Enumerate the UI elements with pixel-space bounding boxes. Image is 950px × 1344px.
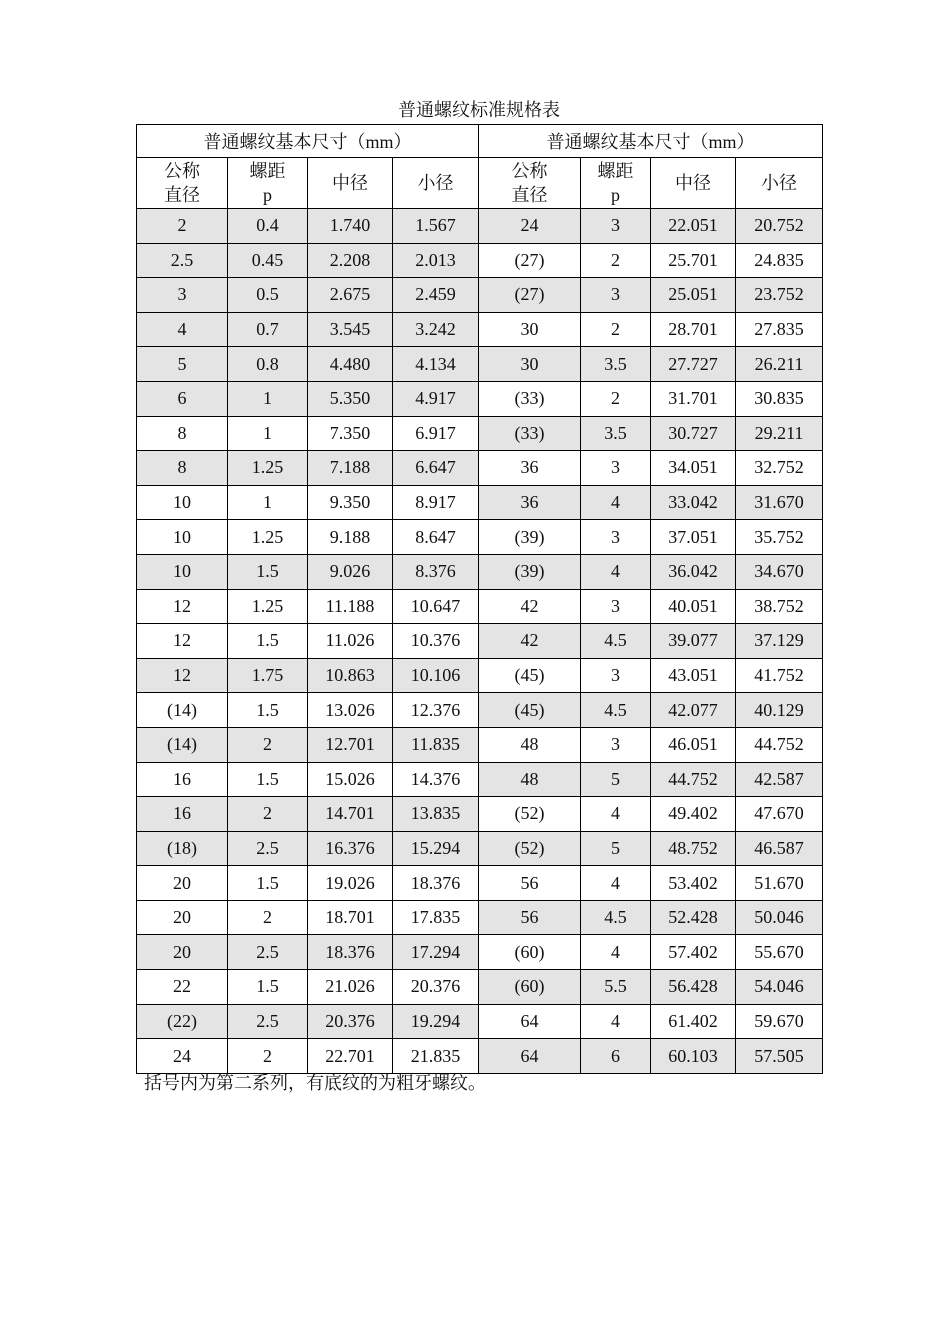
cell-pitch-diameter-left: 5.350	[308, 381, 393, 416]
cell-minor-diameter-right: 27.835	[736, 312, 823, 347]
cell-pitch-diameter-left: 13.026	[308, 693, 393, 728]
cell-minor-diameter-right: 20.752	[736, 209, 823, 244]
cell-minor-diameter-right: 41.752	[736, 658, 823, 693]
col-nominal-diameter-left: 公称 直径	[137, 158, 228, 209]
cell-nominal-diameter-right: 56	[479, 900, 581, 935]
cell-minor-diameter-left: 11.835	[393, 727, 479, 762]
cell-pitch-left: 0.45	[228, 243, 308, 278]
cell-minor-diameter-right: 29.211	[736, 416, 823, 451]
cell-nominal-diameter-right: (27)	[479, 243, 581, 278]
table-row	[137, 243, 823, 278]
cell-pitch-diameter-right: 56.428	[651, 970, 736, 1005]
cell-minor-diameter-right: 32.752	[736, 451, 823, 486]
cell-pitch-right: 3	[581, 278, 651, 313]
cell-minor-diameter-right: 44.752	[736, 727, 823, 762]
cell-nominal-diameter-right: 30	[479, 347, 581, 382]
cell-minor-diameter-right: 46.587	[736, 831, 823, 866]
cell-nominal-diameter-right: (45)	[479, 658, 581, 693]
cell-minor-diameter-right: 59.670	[736, 1004, 823, 1039]
cell-pitch-right: 2	[581, 381, 651, 416]
cell-pitch-left: 2	[228, 797, 308, 832]
cell-pitch-right: 3	[581, 589, 651, 624]
cell-nominal-diameter-left: 22	[137, 970, 228, 1005]
cell-nominal-diameter-right: (52)	[479, 797, 581, 832]
cell-minor-diameter-right: 34.670	[736, 554, 823, 589]
cell-pitch-diameter-left: 1.740	[308, 209, 393, 244]
cell-pitch-diameter-right: 25.051	[651, 278, 736, 313]
cell-nominal-diameter-left: 20	[137, 900, 228, 935]
cell-minor-diameter-left: 1.567	[393, 209, 479, 244]
cell-pitch-diameter-left: 7.188	[308, 451, 393, 486]
cell-nominal-diameter-right: 64	[479, 1004, 581, 1039]
cell-pitch-diameter-left: 9.350	[308, 485, 393, 520]
cell-pitch-diameter-left: 14.701	[308, 797, 393, 832]
table-body	[137, 209, 823, 1074]
cell-minor-diameter-left: 17.294	[393, 935, 479, 970]
cell-pitch-diameter-left: 22.701	[308, 1039, 393, 1074]
cell-pitch-diameter-right: 61.402	[651, 1004, 736, 1039]
cell-pitch-left: 2	[228, 1039, 308, 1074]
cell-minor-diameter-left: 18.376	[393, 866, 479, 901]
cell-nominal-diameter-left: 8	[137, 416, 228, 451]
cell-pitch-diameter-right: 53.402	[651, 866, 736, 901]
cell-pitch-right: 5.5	[581, 970, 651, 1005]
footnote: 括号内为第二系列，有底纹的为粗牙螺纹。	[144, 1073, 486, 1094]
cell-minor-diameter-left: 15.294	[393, 831, 479, 866]
cell-minor-diameter-left: 6.647	[393, 451, 479, 486]
cell-minor-diameter-right: 55.670	[736, 935, 823, 970]
cell-pitch-diameter-right: 60.103	[651, 1039, 736, 1074]
cell-pitch-diameter-right: 39.077	[651, 624, 736, 659]
cell-nominal-diameter-right: 42	[479, 589, 581, 624]
cell-pitch-diameter-left: 19.026	[308, 866, 393, 901]
cell-pitch-diameter-right: 40.051	[651, 589, 736, 624]
cell-pitch-right: 4	[581, 935, 651, 970]
table-row	[137, 278, 823, 313]
cell-pitch-left: 1.25	[228, 520, 308, 555]
cell-pitch-diameter-left: 3.545	[308, 312, 393, 347]
cell-pitch-left: 2	[228, 900, 308, 935]
cell-pitch-right: 3	[581, 658, 651, 693]
group-header-right: 普通螺纹基本尺寸（mm）	[479, 125, 823, 158]
group-header-left: 普通螺纹基本尺寸（mm）	[137, 125, 479, 158]
cell-nominal-diameter-left: 16	[137, 762, 228, 797]
col-nominal-diameter-right: 公称 直径	[479, 158, 581, 209]
cell-pitch-diameter-left: 12.701	[308, 727, 393, 762]
table-row	[137, 451, 823, 486]
cell-nominal-diameter-left: 10	[137, 554, 228, 589]
cell-pitch-diameter-right: 44.752	[651, 762, 736, 797]
cell-minor-diameter-right: 50.046	[736, 900, 823, 935]
cell-nominal-diameter-left: 10	[137, 485, 228, 520]
cell-minor-diameter-right: 42.587	[736, 762, 823, 797]
cell-pitch-diameter-right: 22.051	[651, 209, 736, 244]
table-row	[137, 554, 823, 589]
cell-pitch-right: 3	[581, 727, 651, 762]
cell-nominal-diameter-right: (60)	[479, 935, 581, 970]
cell-nominal-diameter-right: 56	[479, 866, 581, 901]
cell-pitch-diameter-left: 2.208	[308, 243, 393, 278]
cell-nominal-diameter-right: 42	[479, 624, 581, 659]
col-minor-diameter-right: 小径	[736, 158, 823, 209]
cell-nominal-diameter-right: 48	[479, 762, 581, 797]
cell-pitch-diameter-right: 30.727	[651, 416, 736, 451]
cell-pitch-right: 4.5	[581, 900, 651, 935]
cell-pitch-diameter-right: 31.701	[651, 381, 736, 416]
cell-pitch-right: 3	[581, 451, 651, 486]
cell-nominal-diameter-left: 12	[137, 624, 228, 659]
cell-pitch-diameter-right: 57.402	[651, 935, 736, 970]
cell-nominal-diameter-right: 30	[479, 312, 581, 347]
cell-pitch-right: 4	[581, 554, 651, 589]
cell-pitch-right: 3.5	[581, 347, 651, 382]
col-pitch-right: 螺距 p	[581, 158, 651, 209]
cell-minor-diameter-left: 19.294	[393, 1004, 479, 1039]
col-pitch-diameter-left: 中径	[308, 158, 393, 209]
cell-nominal-diameter-right: 24	[479, 209, 581, 244]
table-row	[137, 935, 823, 970]
col-pitch-left: 螺距 p	[228, 158, 308, 209]
cell-minor-diameter-right: 23.752	[736, 278, 823, 313]
cell-nominal-diameter-left: (14)	[137, 693, 228, 728]
cell-pitch-left: 0.4	[228, 209, 308, 244]
cell-minor-diameter-left: 2.459	[393, 278, 479, 313]
cell-minor-diameter-left: 17.835	[393, 900, 479, 935]
thread-spec-table	[136, 124, 823, 1074]
cell-pitch-diameter-right: 52.428	[651, 900, 736, 935]
group-header-row	[137, 125, 823, 158]
cell-pitch-diameter-right: 48.752	[651, 831, 736, 866]
table-row	[137, 1004, 823, 1039]
cell-nominal-diameter-left: 20	[137, 866, 228, 901]
cell-pitch-diameter-right: 46.051	[651, 727, 736, 762]
cell-nominal-diameter-right: (39)	[479, 520, 581, 555]
cell-pitch-diameter-left: 18.376	[308, 935, 393, 970]
cell-minor-diameter-left: 13.835	[393, 797, 479, 832]
cell-minor-diameter-right: 30.835	[736, 381, 823, 416]
cell-minor-diameter-right: 51.670	[736, 866, 823, 901]
table-row	[137, 1039, 823, 1074]
cell-pitch-left: 0.8	[228, 347, 308, 382]
cell-minor-diameter-right: 57.505	[736, 1039, 823, 1074]
cell-pitch-left: 2	[228, 727, 308, 762]
table-row	[137, 624, 823, 659]
table-row	[137, 347, 823, 382]
table-row	[137, 727, 823, 762]
cell-minor-diameter-left: 8.647	[393, 520, 479, 555]
table-row	[137, 831, 823, 866]
cell-pitch-right: 4	[581, 1004, 651, 1039]
cell-pitch-left: 1	[228, 416, 308, 451]
cell-pitch-left: 1.5	[228, 970, 308, 1005]
cell-nominal-diameter-left: 20	[137, 935, 228, 970]
table-row	[137, 485, 823, 520]
cell-minor-diameter-right: 54.046	[736, 970, 823, 1005]
cell-minor-diameter-left: 8.376	[393, 554, 479, 589]
cell-pitch-right: 4	[581, 866, 651, 901]
cell-minor-diameter-left: 8.917	[393, 485, 479, 520]
cell-nominal-diameter-left: (18)	[137, 831, 228, 866]
cell-nominal-diameter-right: (60)	[479, 970, 581, 1005]
cell-pitch-right: 4.5	[581, 693, 651, 728]
cell-nominal-diameter-left: 4	[137, 312, 228, 347]
cell-nominal-diameter-right: (27)	[479, 278, 581, 313]
cell-pitch-right: 3	[581, 209, 651, 244]
cell-minor-diameter-left: 20.376	[393, 970, 479, 1005]
cell-nominal-diameter-left: 10	[137, 520, 228, 555]
cell-pitch-diameter-left: 10.863	[308, 658, 393, 693]
cell-pitch-left: 1.5	[228, 762, 308, 797]
cell-pitch-diameter-right: 27.727	[651, 347, 736, 382]
cell-minor-diameter-left: 10.106	[393, 658, 479, 693]
cell-pitch-diameter-left: 18.701	[308, 900, 393, 935]
col-pitch-diameter-right: 中径	[651, 158, 736, 209]
cell-pitch-left: 1.75	[228, 658, 308, 693]
cell-minor-diameter-left: 4.134	[393, 347, 479, 382]
cell-nominal-diameter-left: (14)	[137, 727, 228, 762]
cell-pitch-left: 2.5	[228, 1004, 308, 1039]
table-row	[137, 866, 823, 901]
cell-nominal-diameter-right: 64	[479, 1039, 581, 1074]
column-header-row	[137, 158, 823, 209]
cell-pitch-left: 1.5	[228, 693, 308, 728]
cell-pitch-diameter-left: 11.188	[308, 589, 393, 624]
cell-pitch-right: 2	[581, 243, 651, 278]
cell-nominal-diameter-right: 36	[479, 451, 581, 486]
cell-pitch-diameter-left: 9.026	[308, 554, 393, 589]
cell-nominal-diameter-right: (52)	[479, 831, 581, 866]
cell-pitch-diameter-left: 16.376	[308, 831, 393, 866]
cell-pitch-right: 5	[581, 831, 651, 866]
cell-pitch-right: 3.5	[581, 416, 651, 451]
table-row	[137, 970, 823, 1005]
col-minor-diameter-left: 小径	[393, 158, 479, 209]
cell-minor-diameter-left: 10.376	[393, 624, 479, 659]
cell-minor-diameter-right: 24.835	[736, 243, 823, 278]
cell-minor-diameter-left: 14.376	[393, 762, 479, 797]
cell-minor-diameter-right: 35.752	[736, 520, 823, 555]
cell-nominal-diameter-right: 48	[479, 727, 581, 762]
cell-minor-diameter-left: 2.013	[393, 243, 479, 278]
cell-nominal-diameter-right: (33)	[479, 416, 581, 451]
cell-pitch-left: 2.5	[228, 935, 308, 970]
cell-pitch-right: 4	[581, 797, 651, 832]
cell-nominal-diameter-left: 2	[137, 209, 228, 244]
page-title: 普通螺纹标准规格表	[398, 100, 560, 121]
cell-pitch-diameter-left: 21.026	[308, 970, 393, 1005]
cell-pitch-diameter-right: 33.042	[651, 485, 736, 520]
cell-minor-diameter-right: 47.670	[736, 797, 823, 832]
cell-pitch-diameter-right: 43.051	[651, 658, 736, 693]
cell-nominal-diameter-right: (39)	[479, 554, 581, 589]
cell-minor-diameter-left: 21.835	[393, 1039, 479, 1074]
table-row	[137, 520, 823, 555]
cell-pitch-right: 6	[581, 1039, 651, 1074]
cell-nominal-diameter-left: 5	[137, 347, 228, 382]
table-row	[137, 797, 823, 832]
cell-minor-diameter-right: 40.129	[736, 693, 823, 728]
cell-nominal-diameter-left: (22)	[137, 1004, 228, 1039]
cell-pitch-left: 1.25	[228, 589, 308, 624]
cell-nominal-diameter-right: (45)	[479, 693, 581, 728]
table-row	[137, 589, 823, 624]
table-row	[137, 381, 823, 416]
cell-pitch-left: 2.5	[228, 831, 308, 866]
cell-minor-diameter-left: 3.242	[393, 312, 479, 347]
cell-pitch-diameter-left: 20.376	[308, 1004, 393, 1039]
cell-pitch-left: 1.5	[228, 554, 308, 589]
cell-nominal-diameter-left: 24	[137, 1039, 228, 1074]
cell-pitch-diameter-left: 9.188	[308, 520, 393, 555]
cell-pitch-diameter-left: 2.675	[308, 278, 393, 313]
cell-pitch-left: 1	[228, 485, 308, 520]
cell-nominal-diameter-left: 2.5	[137, 243, 228, 278]
cell-pitch-right: 3	[581, 520, 651, 555]
cell-pitch-right: 4	[581, 485, 651, 520]
cell-minor-diameter-left: 10.647	[393, 589, 479, 624]
cell-minor-diameter-left: 4.917	[393, 381, 479, 416]
table-row	[137, 762, 823, 797]
table-row	[137, 312, 823, 347]
cell-pitch-diameter-right: 37.051	[651, 520, 736, 555]
cell-pitch-diameter-left: 15.026	[308, 762, 393, 797]
cell-pitch-diameter-right: 28.701	[651, 312, 736, 347]
table-row	[137, 416, 823, 451]
cell-nominal-diameter-right: (33)	[479, 381, 581, 416]
cell-pitch-diameter-right: 42.077	[651, 693, 736, 728]
cell-pitch-diameter-right: 36.042	[651, 554, 736, 589]
cell-minor-diameter-right: 26.211	[736, 347, 823, 382]
table-row	[137, 693, 823, 728]
cell-nominal-diameter-left: 16	[137, 797, 228, 832]
cell-nominal-diameter-left: 8	[137, 451, 228, 486]
cell-pitch-right: 4.5	[581, 624, 651, 659]
cell-pitch-right: 2	[581, 312, 651, 347]
cell-nominal-diameter-left: 12	[137, 658, 228, 693]
cell-minor-diameter-left: 6.917	[393, 416, 479, 451]
cell-pitch-diameter-left: 4.480	[308, 347, 393, 382]
cell-pitch-diameter-left: 11.026	[308, 624, 393, 659]
cell-pitch-left: 1.25	[228, 451, 308, 486]
cell-pitch-diameter-right: 34.051	[651, 451, 736, 486]
cell-pitch-left: 1	[228, 381, 308, 416]
cell-minor-diameter-right: 38.752	[736, 589, 823, 624]
cell-nominal-diameter-left: 3	[137, 278, 228, 313]
table-row	[137, 209, 823, 244]
cell-pitch-left: 0.5	[228, 278, 308, 313]
cell-nominal-diameter-right: 36	[479, 485, 581, 520]
cell-pitch-left: 1.5	[228, 866, 308, 901]
cell-pitch-left: 1.5	[228, 624, 308, 659]
cell-pitch-left: 0.7	[228, 312, 308, 347]
cell-pitch-diameter-right: 25.701	[651, 243, 736, 278]
cell-pitch-right: 5	[581, 762, 651, 797]
table-row	[137, 658, 823, 693]
cell-pitch-diameter-left: 7.350	[308, 416, 393, 451]
cell-nominal-diameter-left: 6	[137, 381, 228, 416]
cell-minor-diameter-right: 31.670	[736, 485, 823, 520]
cell-nominal-diameter-left: 12	[137, 589, 228, 624]
cell-minor-diameter-right: 37.129	[736, 624, 823, 659]
cell-pitch-diameter-right: 49.402	[651, 797, 736, 832]
table-row	[137, 900, 823, 935]
cell-minor-diameter-left: 12.376	[393, 693, 479, 728]
